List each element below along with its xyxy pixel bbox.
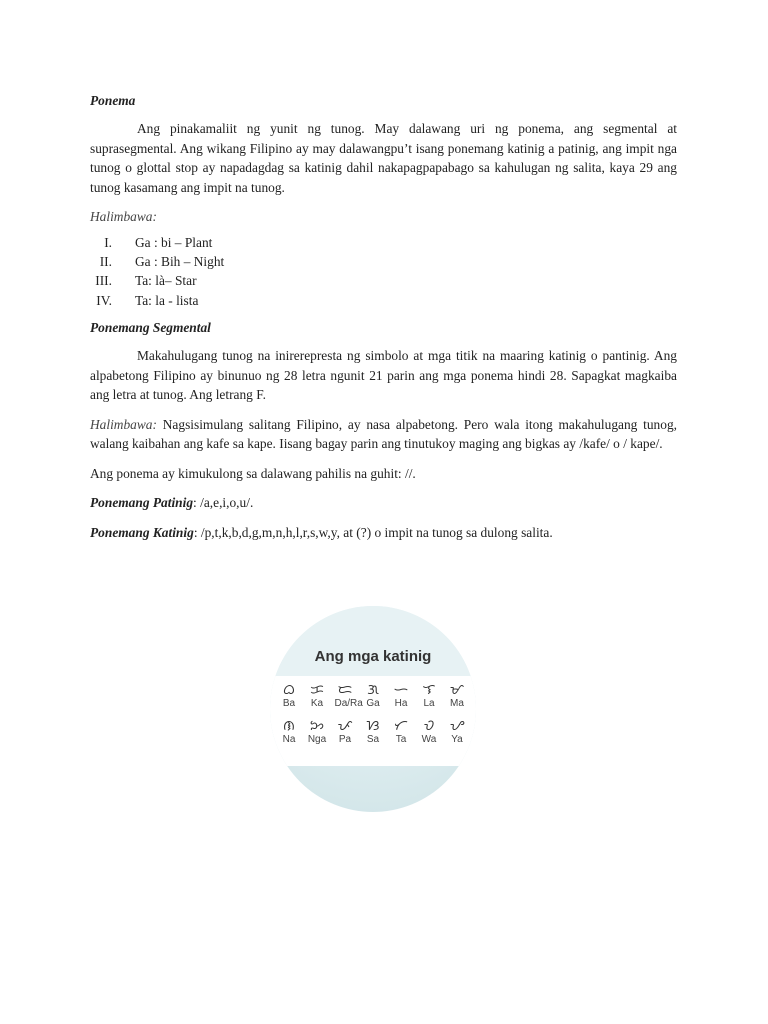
katinig-label: Ponemang Katinig	[90, 524, 194, 540]
baybayin-glyph: ᜌ	[449, 717, 465, 733]
baybayin-glyph: ᜋ	[449, 681, 465, 697]
segmental-paragraph: Makahulugang tunog na inirerepresta ng simbolo at mga titik na maaring katinig o pantinig. Ang alpabetong Filipino ay binunuo ng 28 letra ngunit 21 parin ang mga ponema hindi 28. Sapagkat magkaiba ang letra at tunog. Ang letrang F.	[90, 348, 677, 403]
glyph-cell	[363, 680, 384, 710]
glyph-label: Ta	[395, 734, 407, 745]
baybayin-glyph: ᜇ	[337, 681, 353, 697]
glyph-cell	[279, 680, 300, 710]
glyph-cell	[363, 716, 384, 746]
patinig-label: Ponemang Patinig	[90, 495, 194, 511]
katinig-text: : /p,t,k,b,d,g,m,n,h,l,r,s,w,y, at (?) o impit na tunog sa dulong salita.	[193, 524, 553, 540]
glyph-label: Ma	[450, 698, 464, 709]
glyph-cell	[307, 680, 328, 710]
glyph-label: Pa	[338, 734, 352, 745]
figure-title: Ang mga katinig	[314, 648, 432, 665]
glyph-label: Ka	[310, 698, 324, 709]
ponema-paragraph: Ang pinakamaliit ng yunit ng tunog. May dalawang uri ng ponema, ang segmental at suprasegmental. Ang wikang Filipino ay may dalawangpu’t isang ponemang katinig a patinig, ang impit nga tunog o glottal stop ay napadagdag sa katinig dahil nakapagpapabago sa kahulugan ng salita, kaya 29 ang tunog kasamang ang impit na tunog.	[90, 121, 677, 195]
glyph-row-1	[270, 680, 476, 710]
baybayin-glyph: ᜊ	[283, 681, 295, 697]
baybayin-glyph: ᜅ	[309, 717, 325, 733]
patinig-text: : /a,e,i,o,u/.	[193, 495, 254, 511]
example-item: IV. Ta: la - lista	[96, 292, 199, 308]
baybayin-glyph: ᜉ	[337, 717, 353, 733]
katinig-line	[90, 523, 677, 543]
glyph-label: La	[423, 698, 435, 709]
glyph-label: Ya	[451, 734, 463, 745]
glyph-label: Ga	[366, 698, 380, 709]
glyph-label: Da/Ra	[334, 698, 363, 709]
glyph-row-2	[270, 716, 476, 746]
baybayin-figure	[270, 606, 476, 812]
baybayin-glyph: ᜆ	[394, 717, 408, 733]
baybayin-glyph: ᜐ	[366, 717, 380, 733]
baybayin-glyph: ᜑ	[393, 681, 409, 697]
baybayin-glyph: ᜎ	[422, 681, 436, 697]
glyph-label: Na	[282, 734, 296, 745]
glyph-label: Nga	[307, 734, 327, 745]
glyph-cell	[335, 716, 356, 746]
baybayin-glyph: ᜃ	[310, 681, 324, 697]
glyph-cell	[419, 716, 440, 746]
segmental-heading: Ponemang Segmental	[90, 320, 211, 336]
glyph-cell	[334, 680, 363, 710]
glyph-cell	[447, 716, 468, 746]
baybayin-glyph: ᜏ	[423, 717, 435, 733]
glyph-label: Ba	[282, 698, 296, 709]
segmental-halimbawa	[90, 415, 677, 454]
glyph-cell	[391, 680, 412, 710]
halimbawa-text: Nagsisimulang salitang Filipino, ay nasa alpabetong. Pero wala itong makahulugang tunog, walang kaibahan ang kafe sa kape. Iisang bagay parin ang tinutukoy maging ang bigkas ay /kafe/ o / kape/.	[90, 416, 677, 452]
glyph-cell	[307, 716, 328, 746]
ponema-heading: Ponema	[90, 93, 136, 108]
glyph-label: Wa	[421, 734, 437, 745]
glyph-cell	[447, 680, 468, 710]
glyph-cell	[391, 716, 412, 746]
baybayin-glyph: ᜄ	[367, 681, 379, 697]
glyph-label: Sa	[366, 734, 380, 745]
example-item: III. Ta: là– Star	[95, 273, 197, 289]
glyph-label: Ha	[394, 698, 408, 709]
document-body	[90, 92, 677, 552]
patinig-line	[90, 493, 677, 513]
example-list	[90, 233, 677, 311]
halimbawa-label: Halimbawa:	[90, 416, 157, 432]
baybayin-glyph: ᜈ	[283, 717, 295, 733]
glyph-cell	[279, 716, 300, 746]
example-item: I. Ga : bi – Plant	[104, 234, 213, 250]
glyph-cell	[419, 680, 440, 710]
halimbawa-label: Halimbawa:	[90, 209, 157, 224]
guhit-paragraph: Ang ponema ay kimukulong sa dalawang pahilis na guhit: //.	[90, 465, 416, 481]
example-item: II. Ga : Bih – Night	[99, 253, 225, 269]
figure-band	[270, 606, 476, 676]
